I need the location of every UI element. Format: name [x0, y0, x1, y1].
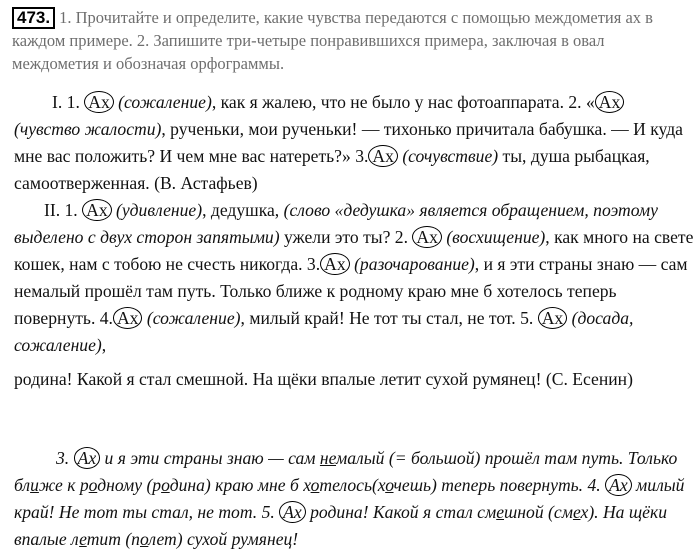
answer-text: милый край! Не тот ты стал, не тот. 5. — [14, 475, 685, 522]
orthogram: о — [139, 529, 149, 549]
part2-text: , как много на свете кошек, нам с тобою не счесть никогда. 3. — [14, 227, 694, 274]
answer-text: дному (р — [97, 475, 162, 495]
comment-note: (слово «дедушка» является обращением, поэтому выделено с двух сторон запятыми) — [14, 200, 658, 247]
orthogram: о — [88, 475, 98, 495]
exercise-number: 473. — [12, 7, 55, 29]
feeling-note: (досада, сожаление) — [14, 308, 634, 355]
written-answer — [14, 445, 694, 553]
part2-text: , милый край! Не тот ты стал, не тот. 5. — [240, 308, 534, 328]
feeling-note: (чувство жалости) — [14, 119, 162, 139]
interjection-oval: Ах — [605, 474, 632, 496]
part1-text: I. 1. — [52, 92, 85, 112]
answer-text: дина) краю мне б х — [169, 475, 311, 495]
interjection-oval: Ax — [82, 199, 112, 221]
answer-text: х). На щёки впалые л — [14, 502, 667, 549]
feeling-note: (сожаление) — [146, 308, 241, 328]
task-text: 1. Прочитайте и определите, какие чувства передаются с помощью междометия ах в каждом примере. 2. Запишите три-четыре понравившихся примера, заключая в овал междометия и обозначая орфограммы. — [12, 8, 653, 73]
part2-text: II. 1. — [44, 200, 83, 220]
answer-text: чешь) теперь повернуть. 4. — [393, 475, 601, 495]
interjection-oval: Ах — [74, 447, 101, 469]
answer-text: лет) сухой румянец! — [148, 529, 299, 549]
part2-text: , и я эти страны знаю — сам немалый прошёл там путь. Только ближе к родному краю мне б хотелось теперь повернуть. 4. — [14, 254, 688, 328]
orthogram: е — [79, 529, 87, 549]
part2-text: , — [101, 335, 107, 355]
examples-part-3: родина! Какой я стал смешной. На щёки впалые летит сухой румянец! (С. Есенин) — [14, 369, 633, 389]
interjection-oval: Ax — [538, 307, 568, 329]
orthogram: е — [572, 502, 581, 522]
answer-text: и я эти страны знаю — сам — [100, 448, 320, 468]
interjection-oval: Ax — [320, 253, 350, 275]
interjection-oval: Ax — [368, 145, 398, 167]
part1-text: , рученьки, мои рученьки! — тихонько причитала бабушка. — И куда мне вас положить? И чем мне вас натереть?» 3. — [14, 119, 683, 166]
part2-text: ужели это ты? 2. — [279, 227, 408, 247]
interjection-oval: Ax — [84, 91, 114, 113]
part1-text: ты, душа рыбацкая, самоотверженная. (В. Астафьев) — [14, 146, 650, 193]
feeling-note: (сочувствие) — [402, 146, 499, 166]
orthogram: не — [319, 448, 337, 468]
answer-text: 3. — [56, 448, 74, 468]
answer-text: родина! Какой я стал см — [305, 502, 497, 522]
interjection-oval: Ax — [113, 307, 143, 329]
answer-text: же к р — [38, 475, 89, 495]
orthogram: е — [496, 502, 505, 522]
orthogram: о — [385, 475, 394, 495]
answer-text: телось(х — [319, 475, 386, 495]
part1-text: , как я жалею, что не было у нас фотоаппарата. 2. « — [211, 92, 595, 112]
feeling-note: (разочарование) — [354, 254, 475, 274]
answer-text: шной (см — [504, 502, 573, 522]
orthogram: о — [161, 475, 170, 495]
examples-part-1 — [14, 89, 694, 359]
orthogram: и — [30, 475, 39, 495]
answer-text: малый (= большой) прошёл там путь. Только бл — [14, 448, 678, 495]
answer-text: тит (п — [86, 529, 140, 549]
interjection-oval: Ах — [279, 501, 306, 523]
feeling-note: (удивление) — [116, 200, 203, 220]
orthogram: о — [310, 475, 320, 495]
interjection-oval: Ax — [412, 226, 442, 248]
part2-text: , дедушка, — [202, 200, 284, 220]
feeling-note: (сожаление) — [118, 92, 212, 112]
task-statement — [12, 6, 688, 75]
feeling-note: (восхищение) — [446, 227, 546, 247]
interjection-oval: Ax — [595, 91, 625, 113]
